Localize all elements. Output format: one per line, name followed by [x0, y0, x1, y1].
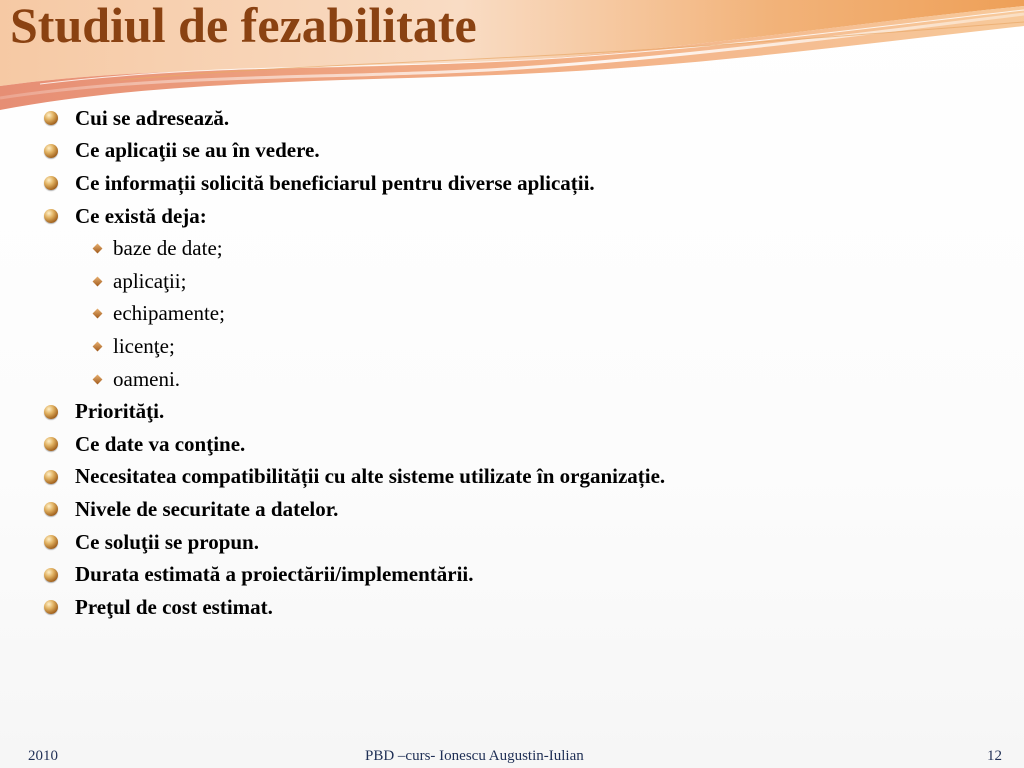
bullet-text: Cui se adresează.: [75, 105, 230, 130]
bullet-ball-icon: [44, 144, 58, 158]
sub-bullet-item: [44, 232, 1004, 265]
sub-bullet-text: oameni.: [113, 366, 181, 391]
bullet-text: Ce soluţii se propun.: [75, 529, 259, 554]
footer-date: 2010: [28, 748, 58, 764]
footer-page-number: 12: [987, 748, 1002, 764]
bullet-text: Durata estimată a proiectării/implementării.: [75, 562, 474, 587]
bullet-text: Priorităţi.: [75, 399, 165, 424]
diamond-bullet-icon: [93, 276, 103, 286]
bullet-ball-icon: [44, 209, 58, 223]
bullet-item: [44, 102, 1004, 135]
sub-bullet-text: aplicaţii;: [113, 268, 187, 293]
sub-bullet-text: baze de date;: [113, 236, 223, 261]
bullet-ball-icon: [44, 111, 58, 125]
sub-bullet-text: licenţe;: [113, 333, 175, 358]
bullet-ball-icon: [44, 405, 58, 419]
bullet-text: Ce informații solicită beneficiarul pentru diverse aplicații.: [75, 170, 595, 195]
bullet-list: [44, 102, 1004, 624]
slide-title: Studiul de fezabilitate: [10, 0, 477, 53]
bullet-ball-icon: [44, 502, 58, 516]
bullet-ball-icon: [44, 600, 58, 614]
sub-bullet-text: echipamente;: [113, 301, 225, 326]
bullet-text: Preţul de cost estimat.: [75, 594, 273, 619]
diamond-bullet-icon: [93, 342, 103, 352]
sub-bullet-item: [44, 363, 1004, 396]
bullet-item: [44, 395, 1004, 428]
bullet-text: Nivele de securitate a datelor.: [75, 496, 339, 521]
sub-bullet-item: [44, 298, 1004, 331]
bullet-text: Ce există deja:: [75, 203, 207, 228]
bullet-ball-icon: [44, 470, 58, 484]
footer-course: PBD –curs- Ionescu Augustin-Iulian: [365, 748, 584, 764]
bullet-item: [44, 591, 1004, 624]
bullet-item: [44, 428, 1004, 461]
bullet-item: [44, 167, 1004, 200]
bullet-ball-icon: [44, 176, 58, 190]
bullet-ball-icon: [44, 568, 58, 582]
bullet-item: [44, 558, 1004, 591]
diamond-bullet-icon: [93, 309, 103, 319]
bullet-item: [44, 493, 1004, 526]
bullet-text: Ce aplicaţii se au în vedere.: [75, 138, 320, 163]
sub-bullet-item: [44, 265, 1004, 298]
sub-bullet-item: [44, 330, 1004, 363]
bullet-item: [44, 135, 1004, 168]
bullet-ball-icon: [44, 437, 58, 451]
diamond-bullet-icon: [93, 244, 103, 254]
bullet-item: [44, 461, 1004, 494]
bullet-item: [44, 200, 1004, 233]
bullet-ball-icon: [44, 535, 58, 549]
bullet-text: Necesitatea compatibilității cu alte sisteme utilizate în organizație.: [75, 464, 666, 489]
bullet-text: Ce date va conţine.: [75, 431, 246, 456]
diamond-bullet-icon: [93, 374, 103, 384]
bullet-item: [44, 526, 1004, 559]
